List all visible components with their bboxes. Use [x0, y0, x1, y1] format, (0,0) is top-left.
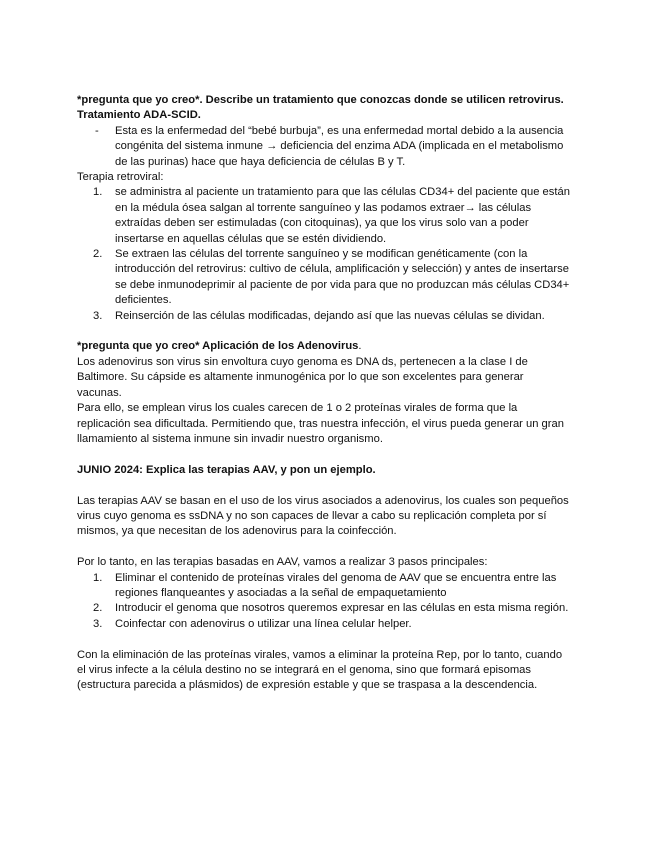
list-item [77, 309, 571, 324]
adenovirus-paragraph-1: Los adenovirus son virus sin envoltura cuyo genoma es DNA ds, pertenecen a la clase I de Baltimore. Su cápside es altamente inmunogénica por lo que son excelentes para generar vacunas. [77, 355, 528, 399]
list-item-text: se administra al paciente un tratamiento para que las células CD34+ del paciente que están en la médula ósea salgan al torrente sanguíneo y las podamos extraer→ las células extraídas deben ser estimuladas (con citoquinas), ya que los virus solo van a poder insertarse en aquellas células que se estén dividiendo. [115, 186, 570, 245]
list-item-text: Eliminar el contenido de proteínas virales del genoma de AAV que se encuentra entre las regiones flanqueantes y asociadas a la señal de empaquetamiento [115, 571, 557, 599]
spacer [77, 540, 571, 555]
spacer [77, 478, 571, 493]
list-item-text: Coinfectar con adenovirus o utilizar una línea celular helper. [115, 617, 412, 630]
ada-scid-bullet-list [77, 124, 571, 170]
question-adenovirus-line [77, 339, 571, 354]
aav-paragraph-3: Con la eliminación de las proteínas virales, vamos a eliminar la proteína Rep, por lo tanto, cuando el virus infecte a la célula destino no se integrará en el genoma, sino que formará episomas (estructura parecida a plásmidos) de expresión estable y que se traspasa a la descendencia. [77, 648, 563, 692]
aav-paragraph-1: Las terapias AAV se basan en el uso de los virus asociados a adenovirus, los cuales son pequeños virus cuyo genoma es ssDNA y no son capaces de llevar a cabo su replicación completa por sí mismos, ya que necesitan de los adenovirus para la coinfección. [77, 494, 569, 538]
spacer [77, 447, 571, 462]
aav-steps-list [77, 571, 571, 633]
list-number: 3. [93, 309, 103, 322]
list-item [77, 124, 571, 170]
document-body [77, 93, 571, 694]
list-number: 1. [93, 186, 103, 199]
spacer [77, 324, 571, 339]
list-number: 2. [93, 248, 103, 261]
list-number: 3. [93, 617, 103, 630]
list-item [77, 601, 571, 616]
adenovirus-paragraph-2: Para ello, se emplean virus los cuales carecen de 1 o 2 proteínas virales de forma que la replicación sea dificultada. Permitiendo que, tras nuestra infección, el virus pueda generar un gran llamamiento al sistema inmune sin invadir nuestro organismo. [77, 402, 564, 445]
list-number: 1. [93, 571, 103, 584]
aav-paragraph-2: Por lo tanto, en las terapias basadas en AAV, vamos a realizar 3 pasos principales: [77, 556, 488, 569]
list-item-text: Esta es la enfermedad del “bebé burbuja”, es una enfermedad mortal debido a la ausencia congénita del sistema inmune → deficiencia del enzima ADA (implicada en el metabolismo de las purinas) hace que haya deficiencia de células B y T. [115, 124, 564, 168]
list-item [77, 571, 571, 602]
question-adenovirus: *pregunta que yo creo* Aplicación de los Adenovirus [77, 340, 359, 353]
list-item-text: Reinserción de las células modificadas, dejando así que las nuevas células se dividan. [115, 309, 545, 322]
list-item [77, 247, 571, 309]
list-item [77, 617, 571, 632]
question-aav: JUNIO 2024: Explica las terapias AAV, y pon un ejemplo. [77, 463, 376, 476]
list-item-text: Introducir el genoma que nosotros queremos expresar en las células en esta misma región. [115, 602, 569, 615]
question-adenovirus-period: . [358, 340, 362, 353]
question-retrovirus: *pregunta que yo creo*. Describe un tratamiento que conozcas donde se utilicen retrovirus. [77, 94, 564, 106]
retroviral-steps-list [77, 185, 571, 324]
list-number: 2. [93, 602, 103, 615]
subtitle-ada-scid: Tratamiento ADA-SCID. [77, 109, 201, 122]
list-item [77, 185, 571, 247]
list-item-text: Se extraen las células del torrente sanguíneo y se modifican genéticamente (con la introducción del retrovirus: cultivo de célula, amplificación y selección) y antes de insertarse se debe inmunodeprimir al paciente de por vida para que no produzcan más células CD34+ deficientes. [115, 248, 570, 307]
therapy-label: Terapia retroviral: [77, 171, 164, 184]
dash-marker: - [95, 124, 99, 137]
spacer [77, 632, 571, 647]
